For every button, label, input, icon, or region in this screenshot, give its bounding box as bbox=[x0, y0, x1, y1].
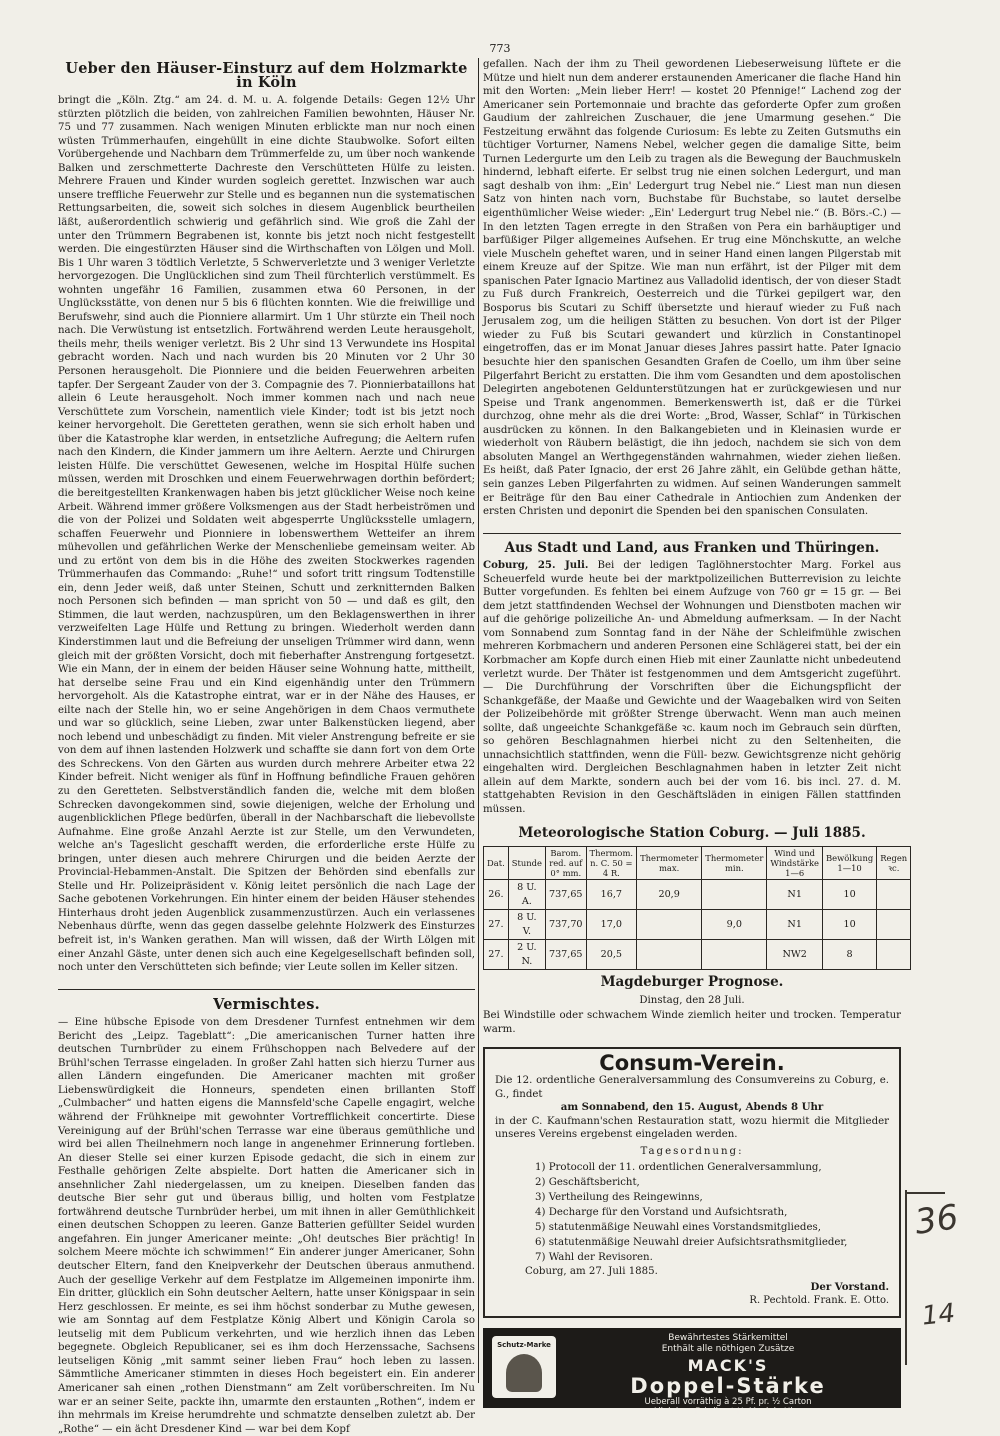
agenda-heading: Tagesordnung: bbox=[640, 1145, 744, 1157]
agenda-item: 2) Geschäftsbericht, bbox=[535, 1177, 640, 1189]
weather-title: Meteorologische Station Coburg. — Juli 1885. bbox=[518, 824, 866, 841]
weather-cell: N1 bbox=[767, 880, 823, 910]
weather-cell: 16,7 bbox=[586, 880, 637, 910]
agenda-item: 3) Vertheilung des Reingewinns, bbox=[535, 1192, 703, 1204]
trademark-label: Schutz-Marke bbox=[497, 1341, 551, 1350]
ad-title: Consum-Verein. bbox=[599, 1050, 785, 1075]
weather-cell bbox=[702, 880, 767, 910]
weather-header: Stunde bbox=[508, 847, 545, 880]
weather-header: Thermometer min. bbox=[702, 847, 767, 880]
pencil-note: 36 bbox=[912, 1197, 961, 1243]
ad-signature: Der Vorstand. bbox=[810, 1280, 889, 1293]
mack-brand: MACK'S bbox=[687, 1356, 769, 1376]
column-divider bbox=[478, 58, 479, 1383]
weather-cell bbox=[637, 940, 702, 970]
ad-where: in der C. Kaufmann'schen Restauration statt, wozu hiermit die Mitglieder unseres Vereins ergebenst eingeladen werden. bbox=[495, 1115, 889, 1141]
consum-verein-ad bbox=[483, 1047, 901, 1318]
weather-row bbox=[484, 880, 911, 910]
ad-date: Coburg, am 27. Juli 1885. bbox=[525, 1266, 658, 1278]
weather-cell bbox=[702, 940, 767, 970]
weather-header: Thermometer max. bbox=[637, 847, 702, 880]
weather-cell bbox=[877, 910, 911, 940]
section-rule bbox=[58, 989, 475, 990]
agenda-item: 1) Protocoll der 11. ordentlichen Generalversammlung, bbox=[535, 1162, 822, 1174]
ad-names: R. Pechtold. Frank. E. Otto. bbox=[749, 1295, 889, 1307]
right-column bbox=[483, 58, 908, 1418]
mack-price: Ueberall vorräthig à 25 Pf. pr. ½ Carton bbox=[644, 1397, 812, 1408]
weather-header: Barom. red. auf 0° mm. bbox=[545, 847, 586, 880]
weather-cell: 10 bbox=[822, 880, 876, 910]
agenda-list bbox=[535, 1160, 889, 1265]
weather-cell: 8 U. V. bbox=[508, 910, 545, 940]
agenda-item: 5) statutenmäßige Neuwahl eines Vorstandsmitgliedes, bbox=[535, 1222, 821, 1234]
weather-cell bbox=[877, 940, 911, 970]
article-body-koeln: bringt die „Köln. Ztg.“ am 24. d. M. u. A. folgende Details: Gegen 12½ Uhr stürzten plötzlich die beiden, von zahlreichen Familien bewohnten, Häuser Nr. 75 und 77 zusammen. Nach wenigen Minuten erblickte man nur noch einen wüsten Trümmerhaufen, eingehüllt in eine dichte Staubwolke. Sofort eilten Vorübergehende und Nachbarn dem Trümmerfelde zu, um über noch wankende Balken und zerschmetterte Dachreste den Verschütteten Hülfe zu leisten. Mehrere Frauen und Kinder wurden sogleich gerettet. Inzwischen war auch unsere treffliche Feuerwehr zur Stelle und es begannen nun die systematischen Rettungsarbeiten, die, soweit sich solches in diesem Augenblick beurtheilen läßt, außerordentlich schwierig und gefährlich sind. Wie groß die Zahl der unter den Trümmern Begrabenen ist, konnte bis jetzt noch nicht festgestellt werden. Die eingestürzten Häuser sind die Wirthschaften von Lölgen und Moll. Bis 1 Uhr waren 3 tödtlich Verletzte, 5 Schwerverletzte und 3 weniger Verletzte hervorgezogen. Die Unglücklichen sind zum Theil fürchterlich verstümmelt. Es wohnten ungefähr 16 Familien, zusammen etwa 60 Personen, in der Unglücksstätte, von denen nur 5 bis 6 flüchten konnten. Wie die freiwillige und Berufswehr, sind auch die Pionniere allarmirt. Um 1 Uhr stürzte ein Theil noch nach. Die Verwüstung ist entsetzlich. Fortwährend werden Leute herausgeholt, theils mehr, theils weniger verletzt. Bis 2 Uhr sind 13 Verwundete ins Hospital gebracht worden. Nach und nach wurden bis 20 Minuten vor 2 Uhr 30 Personen herausgeholt. Die Pionniere und die beiden Feuerwehren arbeiten tapfer. Der Sergeant Zauder von der 3. Compagnie des 7. Pionnierbataillons hat allein 6 Leute herausgeholt. Noch immer kommen nach und nach neue Verschüttete zum Vorschein, namentlich viele Kinder; todt ist bis jetzt noch keiner hervorgeholt. Die Geretteten gerathen, wenn sie sich erholt haben und über die Katastrophe klar werden, in entsetzliche Aufregung; die Aeltern rufen nach den Kindern, die Kinder jammern um ihre Aeltern. Aerzte und Chirurgen leisten Hülfe. Die verschüttet Gewesenen, welche im Hospital Hülfe suchen müssen, werden mit Droschken und einem Feuerwehrwagen dorthin befördert; die bereitgestellten Krankenwagen haben bis jetzt glücklicher Weise noch keine Arbeit. Während immer größere Volksmengen aus der Stadt herbeiströmen und die von der Polizei und Soldaten weit abgesperrte Unglücksstelle umlagern, schaffen Feuerwehr und Pionniere in lobenswerthem Wetteifer an ihrem mühevollen und gefährlichen Werke der Menschenliebe gemeinsam weiter. Ab und zu ertönt von dem bis in die Höhe des zweiten Stockwerkes ragenden Trümmerhaufen das Commando: „Ruhe!“ und sofort tritt ringsum Todtenstille ein, denn Jeder weiß, daß unter Steinen, Schutt und zerknitternden Balken noch Personen sich befinden — man spricht von 50 — und daß es gilt, den Stimmen, die laut werden, nachzuspüren, um den Beklagenswerthen in ihrer verzweifelten Lage Hülfe und Rettung zu bringen. Wiederholt werden dann Kinderstimmen laut und die Befreiung der unseligen Trümmer wird dann, wenn gleich mit der größten Vorsicht, doch mit fieberhafter Anstrengung fortgesetzt. Wie ein Mann, der in einem der beiden Häuser seine Wohnung hatte, mittheilt, hat derselbe seine Frau und ein Kind eigenhändig unter den Trümmern hervorgeholt. Als die Katastrophe eintrat, war er in der Nähe des Hauses, er eilte nach der Stelle hin, wo er seine Angehörigen in dem Chaos vermuthete und war so glücklich, seine Lieben, zwar unter Balkenstücken liegend, aber noch lebend und unbeschädigt zu finden. Mit vieler Anstrengung befreite er sie von dem auf ihnen lastenden Holzwerk und schaffte sie dann fort von dem Orte des Schreckens. Von den Gärten aus wurden durch mehrere Arbeiter etwa 22 Kinder befreit. Nicht weniger als fünf in Hoffnung befindliche Frauen gehören zu den Geretteten. Selbstverständlich fanden die, welche mit dem bloßen Schrecken davongekommen sind, sowie diejenigen, welche der Erholung und augenblicklichen Pflege bedürfen, überall in der Nachbarschaft die liebevollste Aufnahme. Eine große Anzahl Aerzte ist zur Stelle, um den Verwundeten, welche an's Tageslicht geschafft werden, die erforderliche erste Hülfe zu bringen, unter diesen auch mehrere Chirurgen und die beiden Aerzte der Provincial-Hebammen-Anstalt. Die Spitzen der Behörden sind ebenfalls zur Stelle und Hr. Polizeipräsident v. König leitet persönlich die nach Lage der Sache gebotenen Vorkehrungen. Ein hinter einem der beiden Häuser stehendes Hinterhaus droht jeden Augenblick zusammenzustürzen. Auch ein verlassenes Nebenhaus dürfte, wenn das gegen dasselbe gelehnte Holzwerk des Einsturzes befreit ist, in's Wanken gerathen. Man will wissen, daß der Wirth Lölgen mit einer Anzahl Gäste, unter denen sich auch eine Kegelgesellschaft befinden soll, noch unter den Verschütteten sich befinde; vier Leute sollen im Keller sitzen. bbox=[58, 95, 475, 974]
mack-starch-ad bbox=[483, 1328, 901, 1418]
page-number: 773 bbox=[489, 42, 511, 55]
agenda-item: 7) Wahl der Revisoren. bbox=[535, 1252, 653, 1264]
regional-title: Aus Stadt und Land, aus Franken und Thüringen. bbox=[504, 539, 880, 556]
mack-text-block bbox=[564, 1333, 892, 1417]
weather-cell: 20,5 bbox=[586, 940, 637, 970]
weather-row bbox=[484, 940, 911, 970]
article-title-koeln: Ueber den Häuser-Einsturz auf dem Holzmarkte in Köln bbox=[65, 60, 468, 91]
agenda-item: 4) Decharge für den Vorstand und Aufsichtsrath, bbox=[535, 1207, 788, 1219]
weather-table bbox=[483, 846, 911, 970]
mack-tagline: Bewährtestes Stärkemittel bbox=[668, 1333, 788, 1344]
mack-product: Doppel-Stärke bbox=[630, 1374, 826, 1399]
mack-tagline-2: Enthält alle nöthigen Zusätze bbox=[661, 1344, 795, 1355]
weather-cell: 10 bbox=[822, 910, 876, 940]
weather-cell: 27. bbox=[484, 940, 509, 970]
weather-cell: 8 bbox=[822, 940, 876, 970]
weather-cell bbox=[637, 910, 702, 940]
weather-cell: 17,0 bbox=[586, 910, 637, 940]
trademark-figure-icon bbox=[506, 1354, 542, 1392]
left-column bbox=[58, 58, 475, 1436]
weather-header: Wind und Windstärke 1—6 bbox=[767, 847, 823, 880]
weather-cell: 27. bbox=[484, 910, 509, 940]
regional-dateline: Coburg, 25. Juli. bbox=[483, 559, 589, 572]
ad-intro: Die 12. ordentliche Generalversammlung des Consumvereins zu Coburg, e. G., findet bbox=[495, 1075, 889, 1100]
prognose-body: Bei Windstille oder schwachem Winde ziemlich heiter und trocken. Temperatur warm. bbox=[483, 1010, 901, 1035]
weather-header: Dat. bbox=[484, 847, 509, 880]
article-title-vermischtes: Vermischtes. bbox=[213, 995, 320, 1013]
weather-header: Bewölkung 1—10 bbox=[822, 847, 876, 880]
weather-cell: 737,65 bbox=[545, 880, 586, 910]
weather-cell: 737,70 bbox=[545, 910, 586, 940]
weather-cell: 2 U. N. bbox=[508, 940, 545, 970]
weather-cell: NW2 bbox=[767, 940, 823, 970]
weather-header: Regen ꝛc. bbox=[877, 847, 911, 880]
weather-cell: 737,65 bbox=[545, 940, 586, 970]
weather-row bbox=[484, 910, 911, 940]
ad-when: am Sonnabend, den 15. August, Abends 8 Uhr bbox=[560, 1101, 824, 1114]
article-body-vermischtes: — Eine hübsche Episode von dem Dresdener Turnfest entnehmen wir dem Bericht des „Leipz. Tageblatt“: „Die americanischen Turner hatten ihre deutschen Turnbrüder zu einem Frühschoppen nach Belvedere auf der Brühl'schen Terrasse eingeladen. In großer Zahl hatten sich hierzu Turner aus allen Ländern eingefunden. Die Americaner machten mit großer Liebenswürdigkeit die Honneurs, spendeten einen brillanten Stoff „Culmbacher“ und hatten eigens die Mannsfeld'sche Capelle engagirt, welche während der Frühkneipe mit gewohnter Vortrefflichkeit concertirte. Diese Vereinigung auf der Brühl'schen Terrasse war eine überaus gemüthliche und wird bei allen Theilnehmern noch lange in angenehmer Erinnerung fortleben. An dieser Stelle sei einer kurzen Episode gedacht, die sich in einem zur Festhalle gehörigen Zelte abspielte. Dort hatten die Americaner sich in ansehnlicher Zahl niedergelassen, um zu kneipen. Dieselben fanden das deutsche Bier sehr gut und überaus billig, und holten vom Festplatze fortwährend deutsche Turnbrüder herbei, um mit ihnen in aller Gemüthlichkeit einen deutschen Schoppen zu leeren. Ganze Batterien gefüllter Seidel wurden angefahren. Ein junger Americaner meinte: „Oh! deutsches Bier prächtig! In solchem Meere möchte ich schwimmen!“ Ein anderer junger Americaner, Sohn deutscher Eltern, fand den Kneipverkehr der Deutschen überaus anmuthend. Auch der gesellige Verkehr auf dem Festplatze im Allgemeinen imponirte ihm. Ein dritter, glücklich ein Sohn deutscher Aeltern, hatte unser Königspaar in sein Herz geschlossen. Er meinte, es sei ihm höchst sonderbar zu Muthe gewesen, wie am Sonntag auf dem Festplatze König Albert und Königin Carola so leutselig mit dem Publicum verkehrten, und wie herzlich ihnen das Leben begegnete. Obgleich Republicaner, sei es ihm doch Herzenssache, Sachsens leutseligen König „mit sammt seiner lieben Frau“ hoch leben zu lassen. Sämmtliche Americaner stimmten in dieses Hoch begeistert ein. Ein anderer Americaner sah einen „rothen Dienstmann“ am Zelt vorüberschreiten. Im Nu war er an seiner Seite, packte ihn, umarmte den erstaunten „Rothen“, indem er ihn mehrmals im Kreise herumdrehte und schmatzte denselben zuletzt ab. Der „Rothe“ — ein ächt Dresdener Kind — war bei dem Kopf bbox=[58, 1017, 475, 1435]
weather-cell: N1 bbox=[767, 910, 823, 940]
pencil-margin-tick bbox=[905, 1192, 945, 1194]
article-continuation: gefallen. Nach der ihm zu Theil gewordenen Liebeserweisung lüftete er die Mütze und hielt nun dem anderer erstaunenden Americaner die flache Hand hin mit den Worten: „Mein lieber Herr! — kostet 20 Pfennige!“ Lachend zog der Americaner sein Portemonnaie und brachte das geforderte Opfer zum großen Gaudium der zahlreichen Zuschauer, die jene Umarmung gesehen.“ Die Festzeitung erwähnt das folgende Curiosum: Es lebte zu Zeiten Gutsmuths ein tüchtiger Vorturner, Namens Nebel, welcher gegen die damalige Sitte, beim Turnen Ledergurte um den Leib zu tragen als die Bewegung der Bauchmuskeln hindernd, lebhaft eiferte. Er selbst trug nie einen solchen Ledergurt, und man sagt deshalb von ihm: „Ein' Ledergurt trug Nebel nie.“ Liest man nun diesen Satz von hinten nach vorn, Buchstabe für Buchstabe, so lautet derselbe eigenthümlicher Weise wieder: „Ein' Ledergurt trug Nebel nie.“ (B. Börs.-C.) — In den letzten Tagen erregte in den Straßen von Pera ein barhäuptiger und barfüßiger Pilger allgemeines Aufsehen. Er trug eine Mönchskutte, an welche viele Muscheln geheftet waren, und in seiner Hand einen langen Pilgerstab mit einem Kreuze auf der Spitze. Wie man nun erfährt, ist der Pilger mit dem spanischen Pater Ignacio Martinez aus Valladolid identisch, der von dieser Stadt zu Fuß durch Frankreich, Oesterreich und die Türkei gepilgert war, den Bosporus bis Scutari zu Schiff übersetzte und hierauf wieder zu Fuß nach Jerusalem zog, um die heiligen Stätten zu besuchen. Von dort ist der Pilger wieder zu Fuß bis Scutari gewandert und kürzlich in Constantinopel eingetroffen, das er im Monat Januar dieses Jahres passirt hatte. Pater Ignacio besuchte hier den spanischen Gesandten Grafen de Coello, um ihm über seine Pilgerfahrt Bericht zu erstatten. Die ihm vom Gesandten und dem apostolischen Delegirten angebotenen Geldunterstützungen hat er zurückgewiesen und nur Speise und Trank angenommen. Bemerkenswerth ist, daß er die Türkei durchzog, ohne mehr als die drei Worte: „Brod, Wasser, Schlaf“ in Türkischen ausdrücken zu können. In den Balkangebieten und in Kleinasien wurde er wiederholt von Räubern belästigt, die ihn jedoch, nachdem sie sich von dem absoluten Mangel an Werthgegenständen wahrnahmen, wieder ziehen ließen. Es heißt, daß Pater Ignacio, der erst 26 Jahre zählt, ein Gelübde gethan hätte, sein ganzes Leben Pilgerfahrten zu widmen. Auf seinen Wanderungen sammelt er Beiträge für den Bau einer Cathedrale in Antiochien zum Andenken der ersten Christen und deponirt die Spenden bei den spanischen Consulaten. bbox=[483, 59, 901, 518]
prognose-date: Dinstag, den 28 Juli. bbox=[639, 994, 745, 1006]
mack-maker: Alleiniger Fabrikant H. Mack in Ulm. bbox=[652, 1407, 804, 1418]
pencil-margin-line bbox=[905, 1190, 907, 1365]
trademark-logo bbox=[492, 1336, 556, 1398]
weather-cell: 26. bbox=[484, 880, 509, 910]
weather-header: Thermom. n. C. 50 = 4 R. bbox=[586, 847, 637, 880]
section-rule bbox=[483, 533, 901, 534]
pencil-note: 14 bbox=[920, 1298, 957, 1332]
weather-cell: 20,9 bbox=[637, 880, 702, 910]
prognose-title: Magdeburger Prognose. bbox=[600, 974, 784, 991]
weather-cell: 8 U. A. bbox=[508, 880, 545, 910]
weather-header-row bbox=[484, 847, 911, 880]
regional-body bbox=[483, 559, 901, 816]
regional-text: Bei der ledigen Taglöhnerstochter Marg. Forkel aus Scheuerfeld wurde heute bei der marktpolizeilichen Butterrevision zu leichte Butter vorgefunden. Es fehlten bei einem Aufzuge von 760 gr = 15 gr. — Bei dem jetzt stattfindenden Wechsel der Wohnungen und Dienstboten machen wir auf die gehörige polizeiliche An- und Abmeldung aufmerksam. — In der Nacht vom Sonnabend zum Sonntag fand in der Nähe der Schleifmühle zwischen mehreren Korbmachern und anderen Personen eine Schlägerei statt, bei der ein Korbmacher am Kopfe durch einen Hieb mit einer Zaunlatte nicht unbedeutend verletzt wurde. Der Thäter ist festgenommen und dem Amtsgericht zugeführt. — Die Durchführung der Vorschriften über die Eichungspflicht der Schankgefäße, der Maaße und Gewichte und der Waagebalken wird von Seiten der Polizeibehörde mit größter Strenge überwacht. Wenn man auch meinen sollte, daß ungeeichte Schankgefäße ꝛc. kaum noch im Gebrauch sein dürften, so gehören Beschlagnahmen hierbei nicht zu den Seltenheiten, die unnachsichtlich stattfinden, wenn die Füll- bezw. Gewichtsgrenze nicht gehörig eingehalten wird. Dergleichen Beschlagnahmen haben in letzter Zeit nicht allein auf dem Markte, sondern auch bei der vom 16. bis incl. 27. d. M. stattgehabten Revision in den Geschäftsläden in einigen Fällen stattfinden müssen. bbox=[483, 560, 902, 815]
weather-cell: 9,0 bbox=[702, 910, 767, 940]
weather-cell bbox=[877, 880, 911, 910]
agenda-item: 6) statutenmäßige Neuwahl dreier Aufsichtsrathsmitglieder, bbox=[535, 1237, 848, 1249]
